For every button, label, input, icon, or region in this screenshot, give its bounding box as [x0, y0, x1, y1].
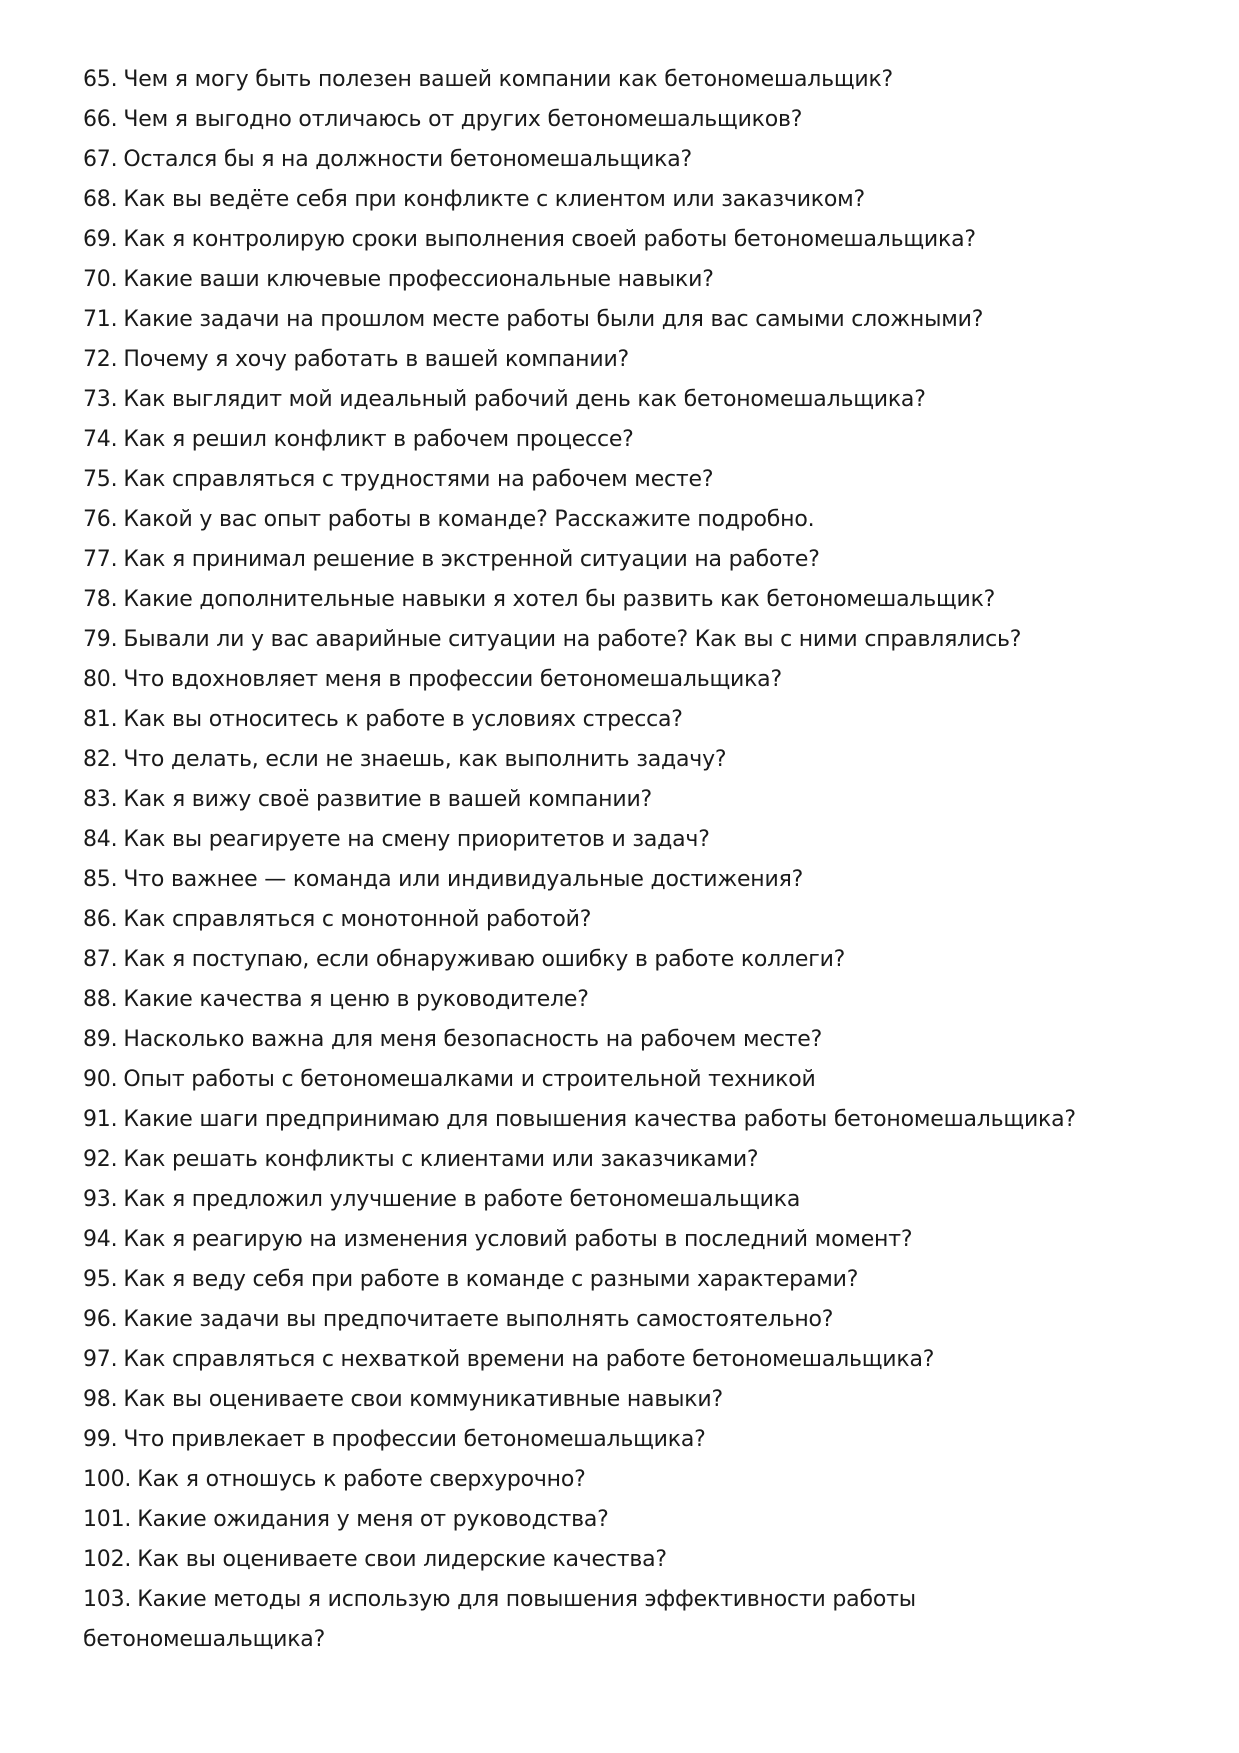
question-number: 102.	[83, 1547, 132, 1572]
question-number: 66.	[83, 107, 118, 132]
question-number: 80.	[83, 667, 118, 692]
question-number: 78.	[83, 587, 118, 612]
question-number: 83.	[83, 787, 118, 812]
question-number: 67.	[83, 147, 118, 172]
question-text: Насколько важна для меня безопасность на рабочем месте?	[123, 1027, 823, 1052]
question-text: Какие ваши ключевые профессиональные навыки?	[123, 267, 714, 292]
question-item	[83, 540, 1163, 580]
question-text: Что важнее — команда или индивидуальные достижения?	[123, 867, 804, 892]
question-text: Как вы ведёте себя при конфликте с клиентом или заказчиком?	[123, 187, 866, 212]
question-item	[83, 460, 1163, 500]
question-number: 71.	[83, 307, 118, 332]
question-text: Какие задачи на прошлом месте работы были для вас самыми сложными?	[123, 307, 984, 332]
question-number: 95.	[83, 1267, 118, 1292]
question-item	[83, 140, 1163, 180]
question-item	[83, 1140, 1163, 1180]
question-number: 90.	[83, 1067, 118, 1092]
question-item	[83, 100, 1163, 140]
question-item	[83, 1180, 1163, 1220]
question-item	[83, 1260, 1163, 1300]
question-text: Какой у вас опыт работы в команде? Расскажите подробно.	[123, 507, 815, 532]
question-text: Почему я хочу работать в вашей компании?	[123, 347, 630, 372]
question-number: 94.	[83, 1227, 118, 1252]
question-list	[83, 60, 1163, 1660]
question-number: 84.	[83, 827, 118, 852]
question-number: 96.	[83, 1307, 118, 1332]
question-text: Как справляться с трудностями на рабочем месте?	[123, 467, 714, 492]
question-text: Чем я выгодно отличаюсь от других бетономешальщиков?	[123, 107, 803, 132]
question-number: 85.	[83, 867, 118, 892]
question-item	[83, 1500, 1163, 1540]
question-text: Как я отношусь к работе сверхурочно?	[137, 1467, 586, 1492]
question-item	[83, 1580, 1163, 1660]
question-text: Что привлекает в профессии бетономешальщика?	[123, 1427, 706, 1452]
question-item	[83, 1020, 1163, 1060]
question-item	[83, 1420, 1163, 1460]
question-item	[83, 700, 1163, 740]
question-text: Что делать, если не знаешь, как выполнить задачу?	[123, 747, 727, 772]
question-text: Как справляться с монотонной работой?	[123, 907, 592, 932]
question-text: Какие ожидания у меня от руководства?	[137, 1507, 609, 1532]
question-number: 75.	[83, 467, 118, 492]
question-item	[83, 340, 1163, 380]
question-text: Как вы оцениваете свои коммуникативные навыки?	[123, 1387, 723, 1412]
question-text: Что вдохновляет меня в профессии бетономешальщика?	[123, 667, 782, 692]
question-item	[83, 180, 1163, 220]
question-text: Как вы реагируете на смену приоритетов и задач?	[123, 827, 710, 852]
question-item	[83, 1060, 1163, 1100]
question-text: Как вы оцениваете свои лидерские качества?	[137, 1547, 667, 1572]
question-number: 98.	[83, 1387, 118, 1412]
question-item	[83, 1460, 1163, 1500]
question-item	[83, 420, 1163, 460]
question-item	[83, 220, 1163, 260]
question-text: Как я предложил улучшение в работе бетономешальщика	[123, 1187, 801, 1212]
question-number: 81.	[83, 707, 118, 732]
question-number: 82.	[83, 747, 118, 772]
question-number: 99.	[83, 1427, 118, 1452]
question-text: Как я вижу своё развитие в вашей компании?	[123, 787, 653, 812]
question-text: Какие дополнительные навыки я хотел бы развить как бетономешальщик?	[123, 587, 996, 612]
question-text: Какие шаги предпринимаю для повышения качества работы бетономешальщика?	[123, 1107, 1076, 1132]
question-number: 72.	[83, 347, 118, 372]
question-item	[83, 620, 1163, 660]
question-number: 87.	[83, 947, 118, 972]
question-number: 93.	[83, 1187, 118, 1212]
question-number: 68.	[83, 187, 118, 212]
question-text: Опыт работы с бетономешалками и строительной техникой	[123, 1067, 816, 1092]
question-text: Какие методы я использую для повышения эффективности работы бетономешальщика?	[83, 1587, 916, 1652]
question-text: Как решать конфликты с клиентами или заказчиками?	[123, 1147, 759, 1172]
question-number: 100.	[83, 1467, 132, 1492]
question-item	[83, 820, 1163, 860]
question-number: 88.	[83, 987, 118, 1012]
question-number: 70.	[83, 267, 118, 292]
question-item	[83, 980, 1163, 1020]
question-number: 89.	[83, 1027, 118, 1052]
question-text: Как я контролирую сроки выполнения своей работы бетономешальщика?	[123, 227, 976, 252]
question-text: Как я принимал решение в экстренной ситуации на работе?	[123, 547, 820, 572]
question-text: Как выглядит мой идеальный рабочий день как бетономешальщика?	[123, 387, 926, 412]
question-item	[83, 300, 1163, 340]
question-number: 97.	[83, 1347, 118, 1372]
question-text: Какие качества я ценю в руководителе?	[123, 987, 589, 1012]
question-number: 103.	[83, 1587, 132, 1612]
question-item	[83, 1100, 1163, 1140]
question-number: 77.	[83, 547, 118, 572]
question-text: Как я решил конфликт в рабочем процессе?	[123, 427, 634, 452]
question-item	[83, 500, 1163, 540]
question-number: 65.	[83, 67, 118, 92]
question-number: 92.	[83, 1147, 118, 1172]
question-item	[83, 60, 1163, 100]
question-text: Остался бы я на должности бетономешальщика?	[123, 147, 692, 172]
question-item	[83, 860, 1163, 900]
question-item	[83, 900, 1163, 940]
question-item	[83, 1380, 1163, 1420]
question-number: 101.	[83, 1507, 132, 1532]
question-text: Как справляться с нехваткой времени на работе бетономешальщика?	[123, 1347, 935, 1372]
question-number: 69.	[83, 227, 118, 252]
question-text: Чем я могу быть полезен вашей компании как бетономешальщик?	[123, 67, 894, 92]
question-item	[83, 1540, 1163, 1580]
question-text: Какие задачи вы предпочитаете выполнять самостоятельно?	[123, 1307, 834, 1332]
question-number: 79.	[83, 627, 118, 652]
question-item	[83, 780, 1163, 820]
question-item	[83, 660, 1163, 700]
question-item	[83, 380, 1163, 420]
question-text: Как я веду себя при работе в команде с разными характерами?	[123, 1267, 859, 1292]
question-text: Как я реагирую на изменения условий работы в последний момент?	[123, 1227, 913, 1252]
question-number: 91.	[83, 1107, 118, 1132]
question-item	[83, 1340, 1163, 1380]
question-number: 86.	[83, 907, 118, 932]
question-text: Как вы относитесь к работе в условиях стресса?	[123, 707, 683, 732]
question-item	[83, 580, 1163, 620]
question-text: Бывали ли у вас аварийные ситуации на работе? Как вы с ними справлялись?	[123, 627, 1022, 652]
question-item	[83, 260, 1163, 300]
question-number: 73.	[83, 387, 118, 412]
question-number: 76.	[83, 507, 118, 532]
question-text: Как я поступаю, если обнаруживаю ошибку в работе коллеги?	[123, 947, 846, 972]
question-item	[83, 1300, 1163, 1340]
question-number: 74.	[83, 427, 118, 452]
question-item	[83, 1220, 1163, 1260]
question-item	[83, 940, 1163, 980]
question-item	[83, 740, 1163, 780]
